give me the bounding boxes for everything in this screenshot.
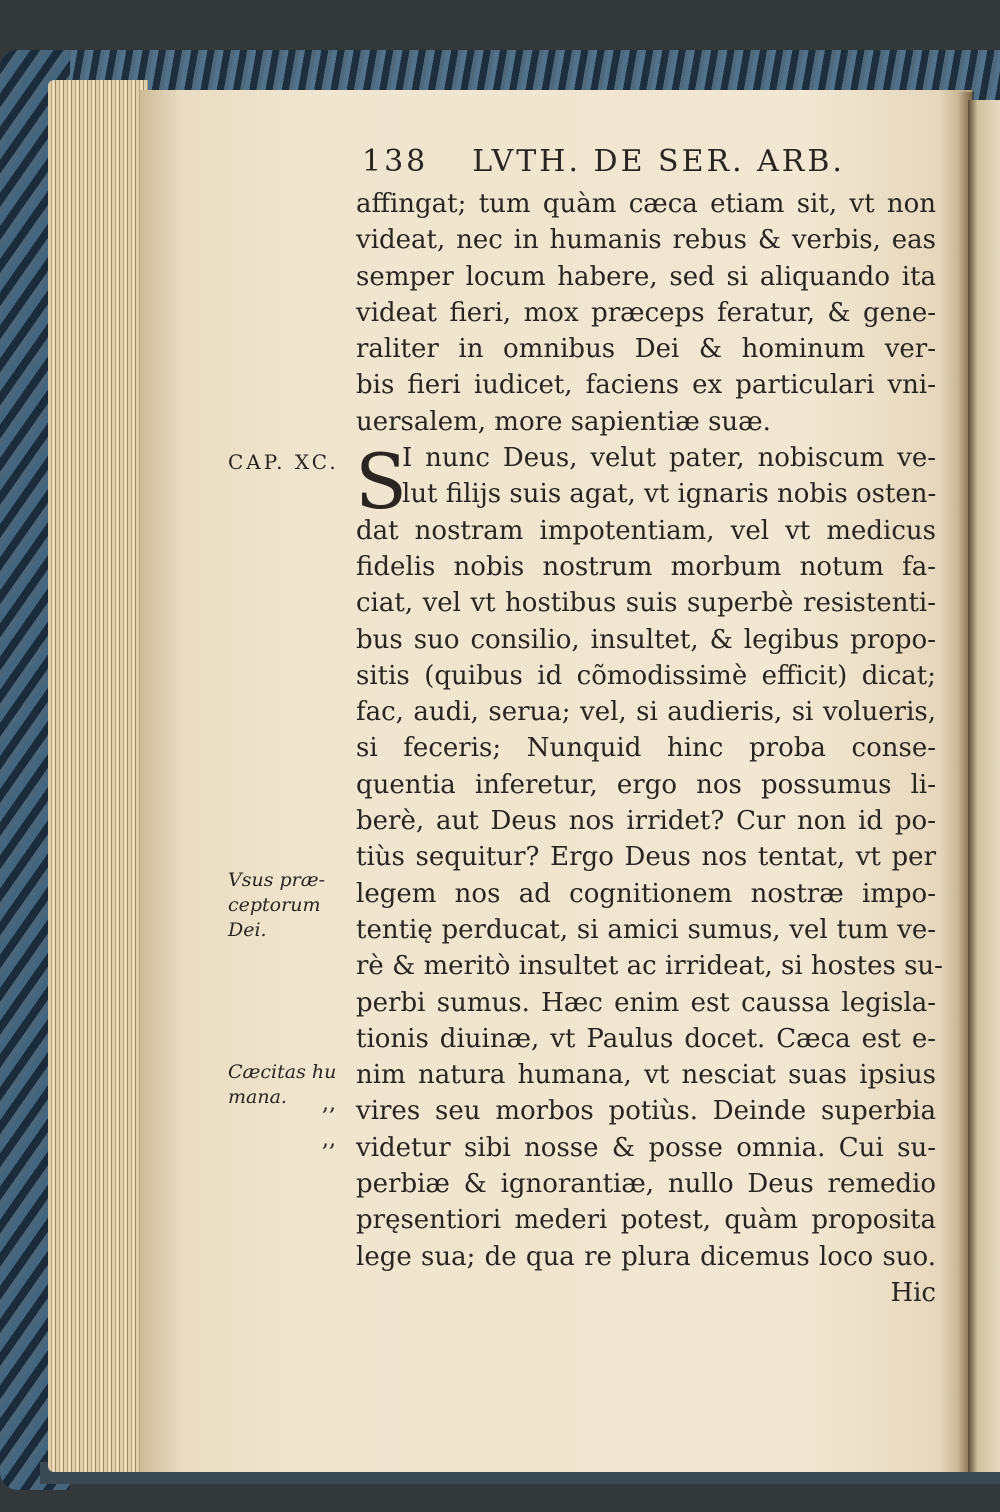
text-line: fidelis nobis nostrum morbum notum fa-	[356, 551, 936, 582]
running-head	[362, 144, 942, 186]
text-line: perbi sumus. Hæc enim est caussa legisla-	[356, 987, 936, 1018]
text-line: tentię perducat, si amici sumus, vel tum ve-	[356, 914, 936, 945]
marginal-note-line: mana.	[228, 1086, 287, 1108]
marginal-note-line: Dei.	[228, 919, 267, 941]
text-line: uersalem, more sapientiæ suæ.	[356, 406, 771, 437]
running-title: LVTH. DE SER. ARB.	[472, 144, 845, 179]
text-line: sitis (quibus id cõmodissimè efficit) dicat;	[356, 660, 936, 691]
text-line: dat nostram impotentiam, vel vt medicus	[356, 515, 936, 546]
text-line: videtur sibi nosse & posse omnia. Cui su-	[356, 1132, 936, 1163]
main-text-block	[356, 186, 943, 1311]
text-line: fac, audi, serua; vel, si audieris, si volueris,	[356, 697, 936, 728]
text-line: bus suo consilio, insultet, & legibus propo-	[356, 624, 936, 655]
chapter-label: CAP. XC.	[228, 450, 339, 474]
text-line: rè & meritò insultet ac irrideat, si hostes su-	[356, 951, 943, 982]
facing-page-edge	[968, 100, 1000, 1472]
text-line: tionis diuinæ, vt Paulus docet. Cæca est e-	[356, 1023, 936, 1054]
marginal-note-line: Cæcitas hu	[228, 1061, 337, 1083]
text-line: tiùs sequitur? Ergo Deus nos tentat, vt per	[356, 842, 936, 873]
catchword: Hic	[890, 1277, 936, 1308]
text-line: berè, aut Deus nos irridet? Cur non id po-	[356, 806, 936, 837]
text-line: legem nos ad cognitionem nostræ impo-	[356, 878, 936, 909]
text-line: nim natura humana, vt nesciat suas ipsius	[356, 1060, 936, 1091]
text-line: I nunc Deus, velut pater, nobiscum ve-	[402, 443, 936, 474]
text-line: perbiæ & ignorantiæ, nullo Deus remedio	[356, 1169, 936, 1200]
quote-mark: ,,	[322, 1091, 336, 1116]
text-line: semper locum habere, sed si aliquando ita	[356, 261, 936, 292]
marginal-note-caecitas	[228, 1060, 336, 1110]
marginal-note-line: ceptorum	[228, 894, 321, 916]
text-line: si feceris; Nunquid hinc proba conse-	[356, 733, 936, 764]
text-line: quentia inferetur, ergo nos possumus li-	[356, 769, 936, 800]
text-line: lut filijs suis agat, vt ignaris nobis osten-	[402, 479, 937, 510]
text-line: raliter in omnibus Dei & hominum ver-	[356, 334, 936, 365]
text-line: videat fieri, mox præceps feratur, & gene-	[356, 297, 936, 328]
text-line: vires seu morbos potiùs. Deinde superbia	[356, 1096, 936, 1127]
text-line: ciat, vel vt hostibus suis superbè resistenti-	[356, 588, 936, 619]
text-line: pręsentiori mederi potest, quàm proposita	[356, 1205, 936, 1236]
quote-mark: ,,	[322, 1127, 336, 1152]
page-stack-edges	[48, 80, 148, 1472]
text-line: affingat; tum quàm cæca etiam sit, vt non	[356, 189, 936, 219]
marginal-note-usus	[228, 868, 325, 943]
text-line: videat, nec in humanis rebus & verbis, eas	[356, 225, 936, 256]
text-line: bis fieri iudicet, faciens ex particulari vni-	[356, 370, 936, 401]
drop-cap: S	[355, 437, 408, 526]
text-line: lege sua; de qua re plura dicemus loco suo.	[356, 1241, 936, 1272]
marginal-note-line: Vsus præ-	[228, 869, 326, 891]
page-number: 138	[362, 144, 429, 179]
